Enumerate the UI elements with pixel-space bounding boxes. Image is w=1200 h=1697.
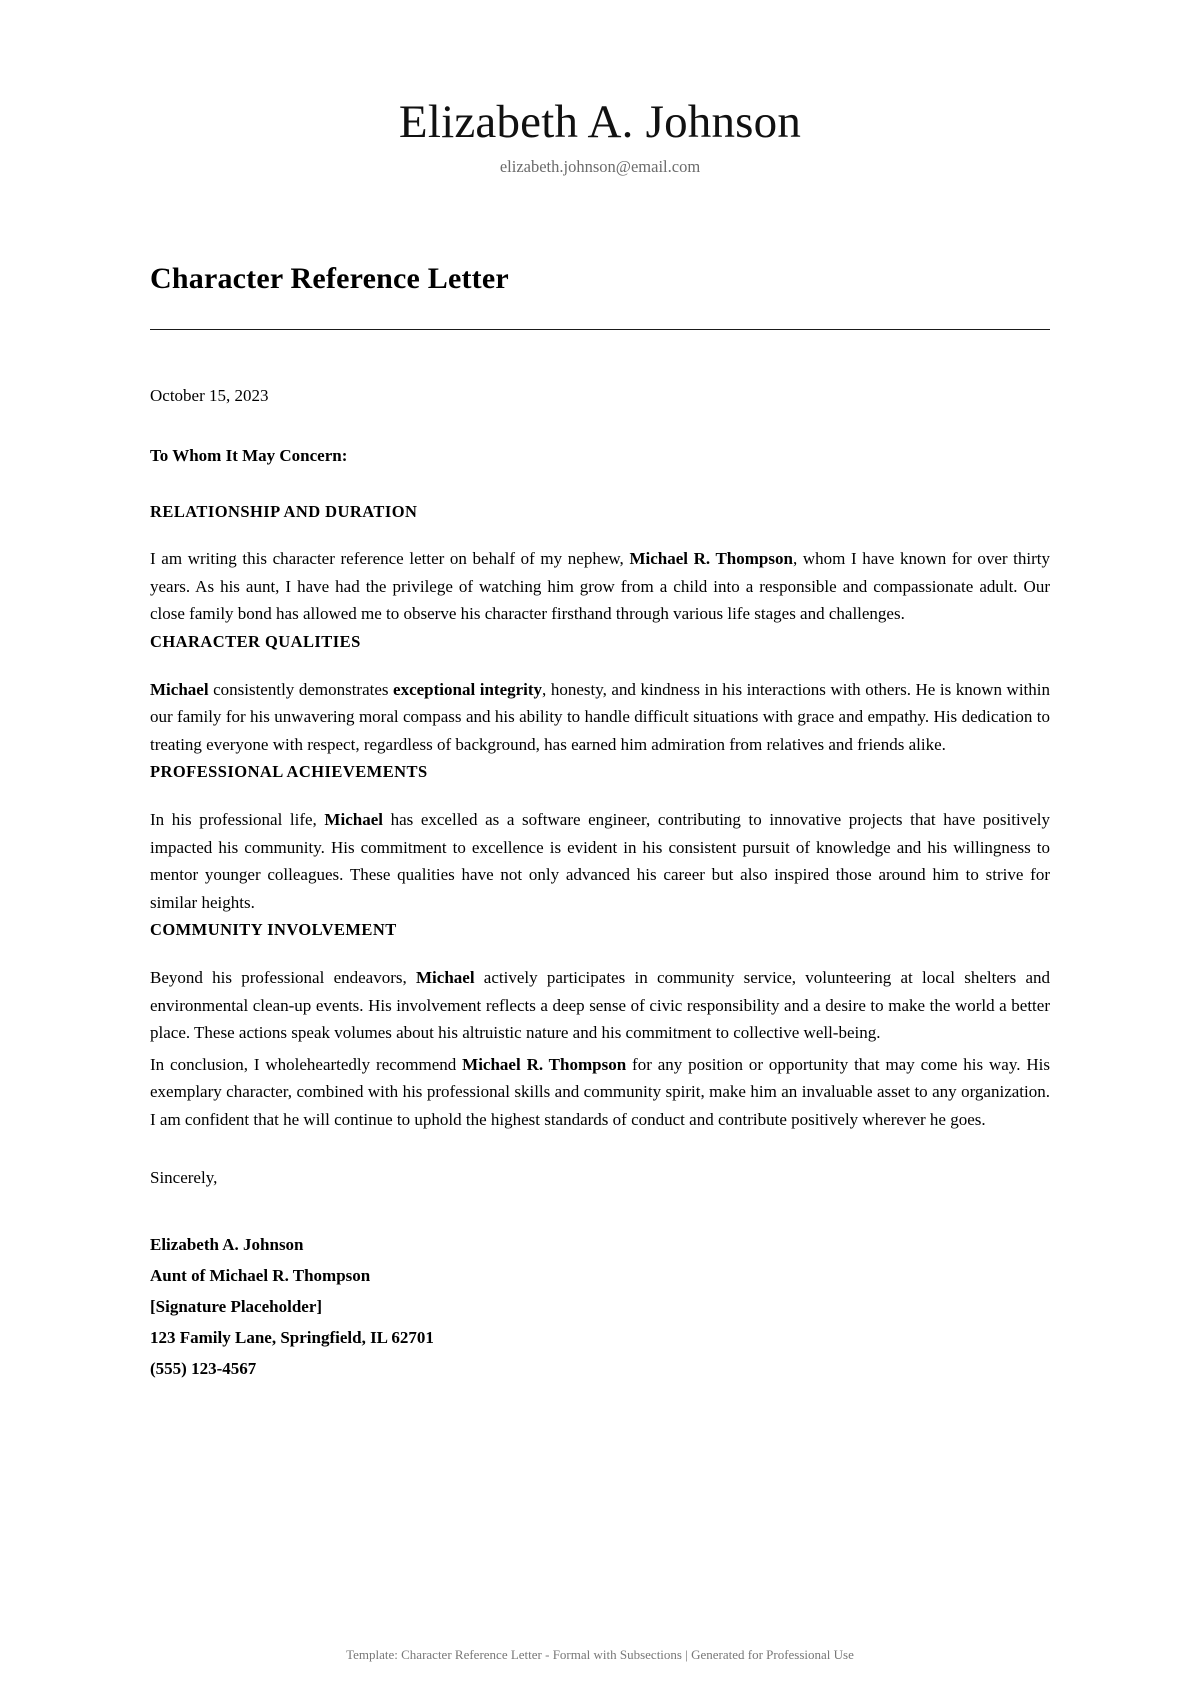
signature-line-phone: (555) 123-4567 xyxy=(150,1358,257,1378)
letter-date: October 15, 2023 xyxy=(150,385,269,405)
letterhead xyxy=(150,0,1050,177)
section-paragraph: Michael consistently demonstrates exceptional integrity, honesty, and kindness in his interactions with others. He is known within our family for his unwavering moral compass and his ability to handle difficult situations with grace and empathy. His dedication to treating everyone with respect, regardless of background, has earned him admiration from relatives and friends alike. xyxy=(150,679,1050,754)
letter-salutation: To Whom It May Concern: xyxy=(150,446,348,466)
footer-text: Template: Character Reference Letter - Formal with Subsections | Generated for Professional Use xyxy=(346,1647,854,1662)
letter-section xyxy=(150,920,1050,1046)
document-footer xyxy=(0,1577,1200,1697)
page-title: Character Reference Letter xyxy=(150,262,509,296)
section-paragraph: Beyond his professional endeavors, Michael actively participates in community service, volunteering at local shelters and environmental clean-up events. His involvement reflects a deep sense of civic responsibility and a desire to make the world a better place. These actions speak volumes about his altruistic nature and his commitment to collective well-being. xyxy=(150,968,1050,1043)
signature-block xyxy=(150,1230,1050,1385)
conclusion-paragraph: In conclusion, I wholeheartedly recommend Michael R. Thompson for any position or opportunity that may come his way. His exemplary character, combined with his professional skills and community spirit, make him an invaluable asset to any organization. I am confident that he will continue to uphold the highest standards of conduct and contribute positively wherever he goes. xyxy=(150,1054,1050,1129)
section-paragraph: I am writing this character reference letter on behalf of my nephew, Michael R. Thompson, whom I have known for over thirty years. As his aunt, I have had the privilege of watching him grow from a child into a responsible and compassionate adult. Our close family bond has allowed me to observe his character firsthand through various life stages and challenges. xyxy=(150,549,1050,624)
signature-line-relationship: Aunt of Michael R. Thompson xyxy=(150,1265,371,1285)
letter-section xyxy=(150,632,1050,758)
signature-line-placeholder: [Signature Placeholder] xyxy=(150,1296,323,1316)
section-heading: RELATIONSHIP AND DURATION xyxy=(150,501,418,521)
section-heading: PROFESSIONAL ACHIEVEMENTS xyxy=(150,762,428,782)
closing-line: Sincerely, xyxy=(150,1168,218,1188)
section-heading: COMMUNITY INVOLVEMENT xyxy=(150,920,397,940)
sender-name: Elizabeth A. Johnson xyxy=(398,96,802,148)
section-heading: CHARACTER QUALITIES xyxy=(150,632,361,652)
signature-line-address: 123 Family Lane, Springfield, IL 62701 xyxy=(150,1327,434,1347)
sender-email: elizabeth.johnson@email.com xyxy=(499,156,701,176)
document-content xyxy=(150,0,1050,1577)
section-paragraph: In his professional life, Michael has excelled as a software engineer, contributing to innovative projects that have positively impacted his community. His commitment to excellence is evident in his consistent pursuit of knowledge and his willingness to mentor younger colleagues. These qualities have not only advanced his career but also inspired those around him to strive for similar heights. xyxy=(150,810,1050,912)
letter-section xyxy=(150,762,1050,916)
letter-body xyxy=(150,330,1050,1385)
signature-line-name: Elizabeth A. Johnson xyxy=(150,1234,304,1254)
letter-section xyxy=(150,502,1050,628)
